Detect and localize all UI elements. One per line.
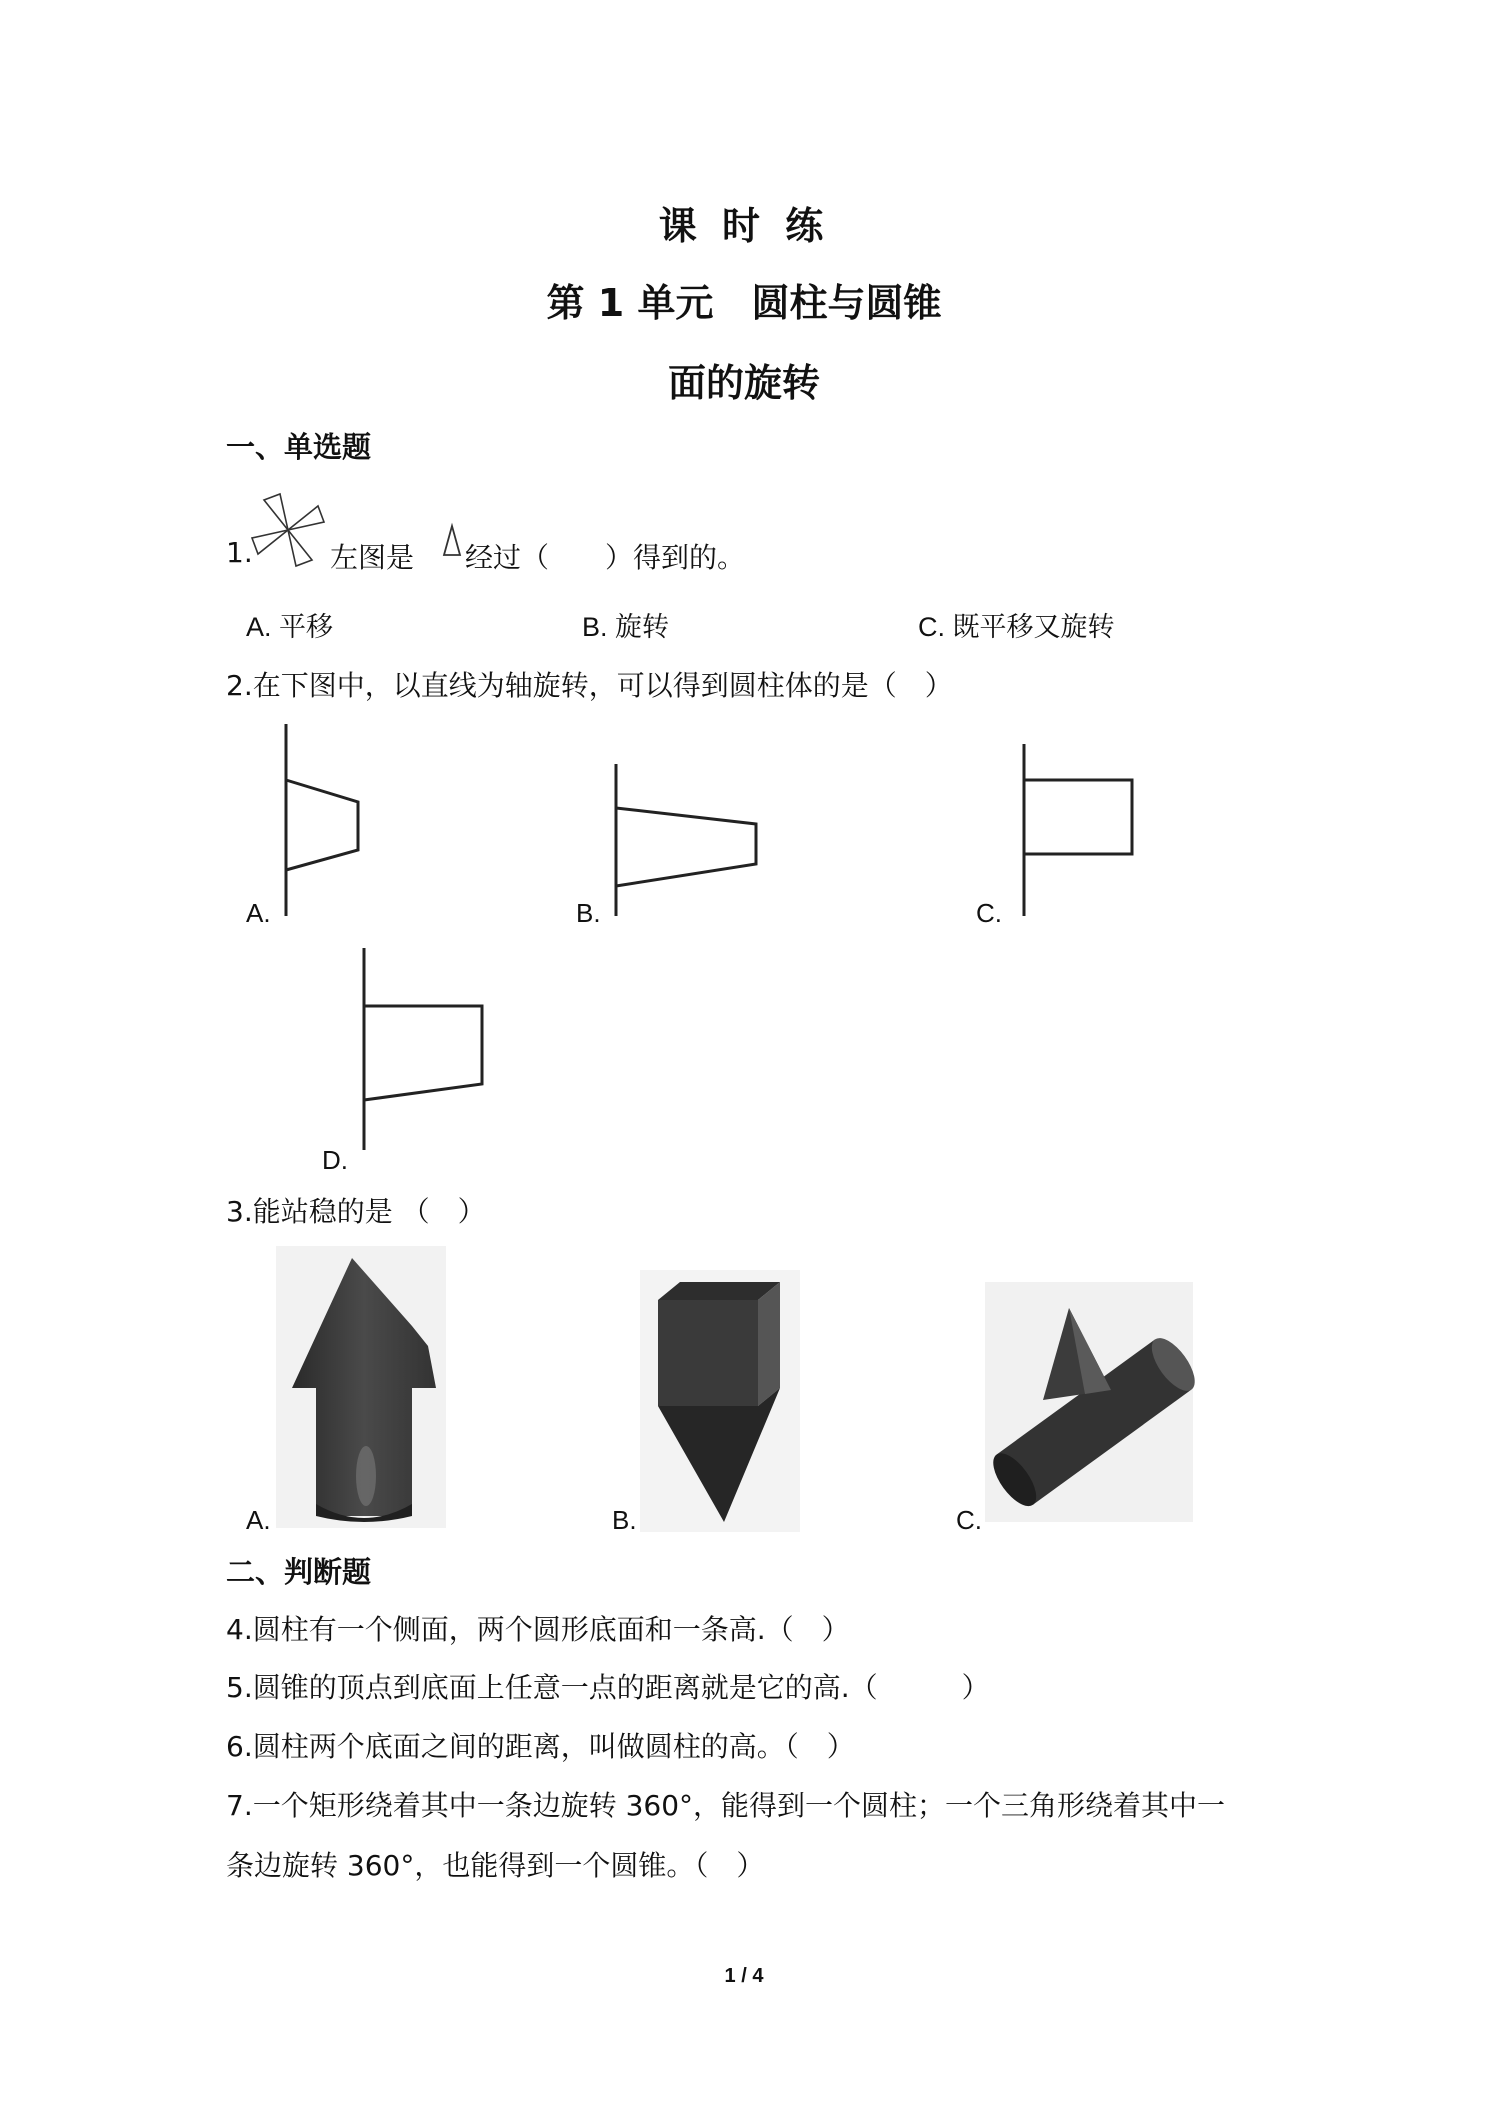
q4-text: 4.圆柱有一个侧面，两个圆形底面和一条高.（ ） bbox=[226, 1613, 850, 1646]
q3-label-a: A. bbox=[246, 1505, 271, 1535]
q7-text-line2: 条边旋转 360°，也能得到一个圆锥。（ ） bbox=[226, 1849, 765, 1882]
section-single-choice: 一、单选题 bbox=[226, 430, 372, 464]
unit-title: 第 1 单元 圆柱与圆锥 bbox=[546, 281, 942, 325]
q1-option-a[interactable]: A. 平移 bbox=[246, 612, 334, 642]
section-true-false: 二、判断题 bbox=[226, 1555, 372, 1589]
q3-label-b: B. bbox=[612, 1505, 637, 1535]
q2-label-b: B. bbox=[576, 898, 601, 928]
q5-text: 5.圆锥的顶点到底面上任意一点的距离就是它的高.（ ） bbox=[226, 1671, 990, 1704]
q1-text-b: 经过（ ）得到的。 bbox=[465, 541, 746, 574]
q3-text: 3.能站稳的是 （ ） bbox=[226, 1195, 486, 1228]
q7-text-line1: 7.一个矩形绕着其中一条边旋转 360°，能得到一个圆柱；一个三角形绕着其中一 bbox=[226, 1789, 1226, 1822]
q2-label-a: A. bbox=[246, 898, 271, 928]
q1-option-c[interactable]: C. 既平移又旋转 bbox=[918, 612, 1115, 642]
triangle-icon bbox=[442, 524, 462, 558]
q2-figure-b[interactable] bbox=[600, 760, 770, 920]
q2-figure-d[interactable] bbox=[344, 944, 494, 1154]
lesson-title: 面的旋转 bbox=[667, 361, 820, 405]
q2-figure-c[interactable] bbox=[1000, 740, 1140, 920]
q3-solid-a-arrow[interactable] bbox=[276, 1246, 446, 1528]
q2-label-c: C. bbox=[976, 898, 1002, 928]
q1-option-b[interactable]: B. 旋转 bbox=[582, 612, 670, 642]
page-number: 1 / 4 bbox=[724, 1965, 764, 1987]
q3-solid-c-cylinder-cone[interactable] bbox=[985, 1282, 1193, 1522]
q2-text: 2.在下图中，以直线为轴旋转，可以得到圆柱体的是（ ） bbox=[226, 669, 953, 702]
q3-solid-b-prism[interactable] bbox=[640, 1270, 800, 1532]
q2-figure-a[interactable] bbox=[260, 720, 370, 920]
q1-text-a: 左图是 bbox=[330, 541, 415, 574]
q6-text: 6.圆柱两个底面之间的距离，叫做圆柱的高。（ ） bbox=[226, 1730, 855, 1763]
page-title: 课 时 练 bbox=[658, 204, 830, 248]
pinwheel-figure bbox=[250, 492, 326, 568]
q3-label-c: C. bbox=[956, 1505, 982, 1535]
q2-label-d: D. bbox=[322, 1145, 348, 1175]
q1-number: 1. bbox=[226, 536, 253, 569]
